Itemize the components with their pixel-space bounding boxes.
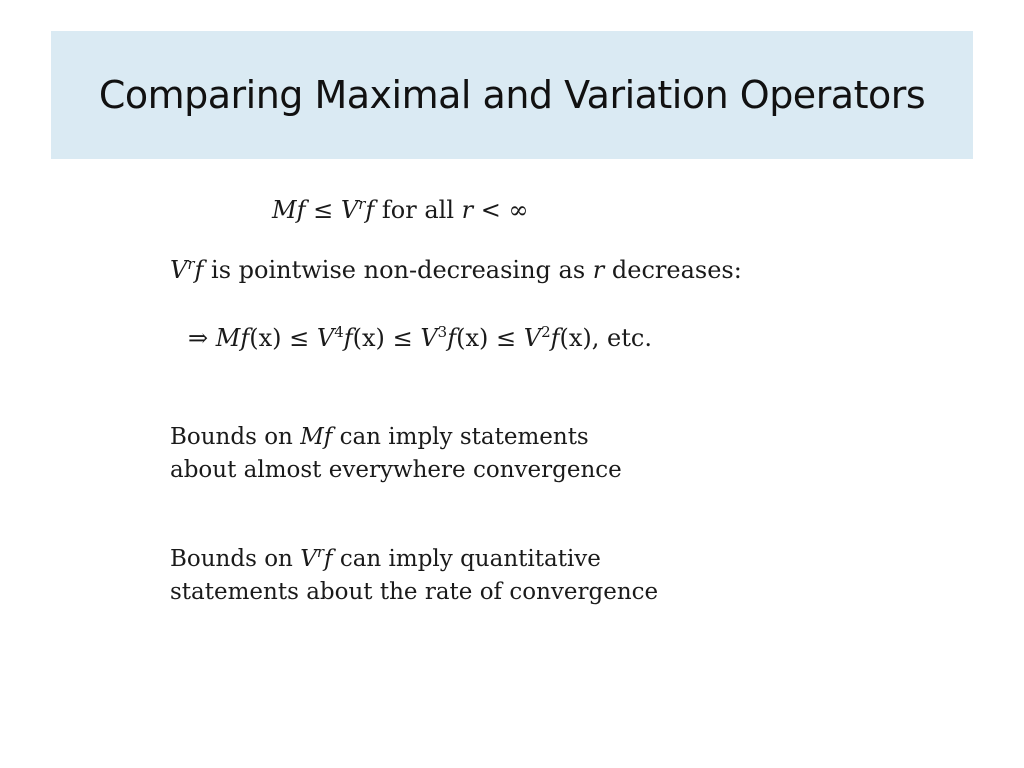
superscript-2: 2 (541, 323, 551, 341)
symbol-V: V (300, 546, 317, 572)
bounds-M-post: can imply statements (339, 424, 589, 450)
bounds-V-post: can imply quantitative (339, 546, 601, 572)
symbol-r: r (461, 196, 474, 224)
symbol-f: f (343, 324, 353, 352)
symbol-V: V (340, 196, 359, 224)
arg-x: (x) (456, 324, 489, 352)
symbol-f: f (296, 196, 306, 224)
implies-symbol: ⇒ (188, 324, 209, 352)
lt-symbol: < (480, 196, 501, 224)
bounds-V-line-1 (170, 543, 658, 576)
superscript-r: r (187, 255, 195, 273)
leq-symbol: ≤ (496, 324, 517, 352)
title-band (51, 31, 973, 159)
symbol-f: f (194, 256, 204, 284)
superscript-3: 3 (437, 323, 448, 341)
bounds-V-pre: Bounds on (170, 546, 293, 572)
leq-symbol: ≤ (392, 324, 413, 352)
symbol-V: V (420, 324, 438, 352)
symbol-M: M (272, 196, 297, 224)
bounds-M-line-2: about almost everywhere convergence (170, 457, 622, 483)
arg-x: (x) (249, 324, 282, 352)
monotone-line (170, 255, 742, 284)
superscript-4: 4 (334, 323, 344, 341)
symbol-f: f (323, 546, 333, 572)
symbol-Mf: Mf (215, 324, 250, 352)
inequality-line (272, 195, 529, 224)
symbol-V: V (170, 256, 188, 284)
monotone-text-end: decreases: (611, 256, 742, 284)
arg-x: (x) (352, 324, 385, 352)
slide-title: Comparing Maximal and Variation Operators (98, 73, 926, 117)
for-all-text: for all (381, 196, 454, 224)
leq-symbol: ≤ (289, 324, 310, 352)
infinity-symbol: ∞ (508, 196, 529, 224)
symbol-V: V (523, 324, 542, 352)
symbol-f: f (365, 196, 375, 224)
etc-text: , etc. (591, 324, 652, 352)
superscript-r: r (358, 195, 366, 213)
bounds-V-line-2: statements about the rate of convergence (170, 579, 659, 605)
chain-line (188, 323, 652, 352)
symbol-Mf: Mf (300, 424, 333, 450)
symbol-f: f (447, 324, 457, 352)
symbol-f: f (550, 324, 560, 352)
monotone-text: is pointwise non-decreasing as (211, 256, 586, 284)
leq-symbol: ≤ (313, 196, 334, 224)
bounds-V-paragraph (170, 543, 658, 609)
bounds-M-pre: Bounds on (170, 424, 293, 450)
arg-x: (x) (559, 324, 592, 352)
symbol-V: V (316, 324, 335, 352)
bounds-M-paragraph (170, 421, 622, 487)
bounds-M-line-1 (170, 421, 622, 454)
superscript-r: r (316, 543, 324, 561)
symbol-r: r (592, 256, 605, 284)
